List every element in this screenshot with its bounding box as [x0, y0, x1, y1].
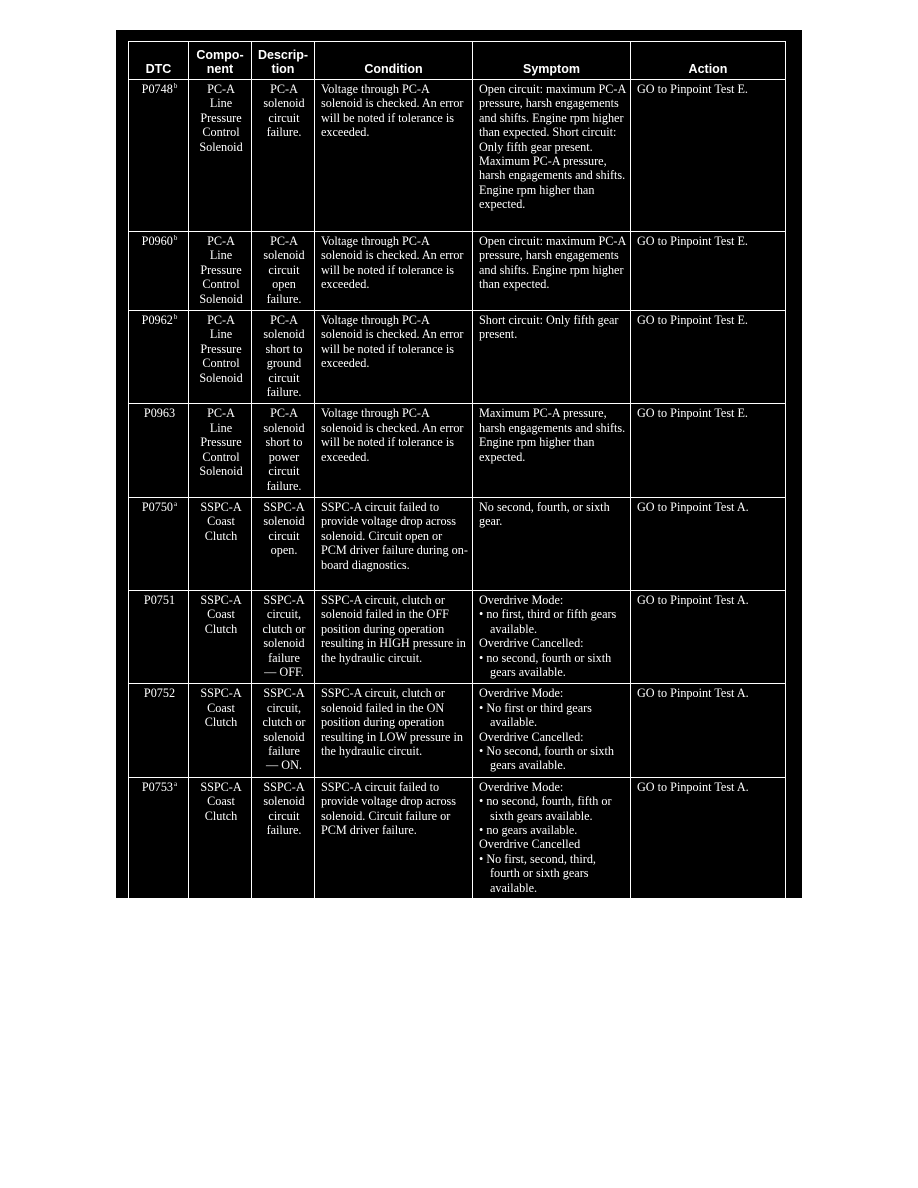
description-line: PC-A — [270, 406, 298, 421]
description-cell — [252, 80, 315, 232]
symptom-cell — [473, 684, 631, 777]
description-line: solenoid — [263, 327, 305, 342]
component-line: Pressure — [200, 435, 242, 450]
action-cell: GO to Pinpoint Test A. — [631, 777, 786, 900]
header-component: Compo- nent — [189, 42, 252, 80]
dtc-code-cell — [129, 311, 189, 404]
description-line: failure. — [266, 478, 302, 493]
component-line: Pressure — [200, 341, 242, 356]
dtc-code-cell — [129, 684, 189, 777]
description-line: power — [268, 449, 300, 464]
description-line: solenoid — [263, 636, 305, 651]
dtc-code: P0748 — [141, 82, 173, 96]
description-line: solenoid — [263, 729, 305, 744]
component-line: PC-A — [207, 234, 235, 248]
dtc-code: P0962 — [141, 313, 173, 328]
component-line: Clutch — [204, 528, 238, 543]
description-line: circuit — [268, 528, 300, 543]
description-line: — ON. — [266, 758, 302, 773]
description-line: open. — [270, 543, 298, 558]
symptom-cell — [473, 497, 631, 590]
symptom-bullet: • no gears available. — [479, 823, 578, 837]
dtc-code: P0963 — [143, 406, 176, 421]
symptom-cell — [473, 232, 631, 311]
symptom-line: Short circuit: Only fifth gear present. — [479, 313, 619, 342]
symptom-line: Overdrive Cancelled — [479, 837, 581, 852]
component-line: Control — [202, 277, 240, 292]
symptom-line: No second, fourth, or sixth gear. — [479, 499, 610, 529]
symptom-bullet: • No second, fourth or sixth gears available. — [479, 743, 614, 773]
description-line: clutch or — [262, 715, 306, 730]
description-line: SSPC-A — [263, 686, 305, 701]
description-line: solenoid — [263, 794, 305, 809]
symptom-cell — [473, 311, 631, 404]
symptom-line: Overdrive Cancelled: — [479, 636, 584, 651]
table-row — [129, 232, 786, 311]
action-cell: GO to Pinpoint Test A. — [631, 590, 786, 683]
component-line: Solenoid — [199, 291, 243, 306]
component-line: PC-A — [207, 313, 235, 328]
component-line: Control — [202, 125, 240, 140]
component-line: Clutch — [204, 621, 238, 636]
description-line: circuit — [268, 370, 300, 385]
symptom-line: Overdrive Mode: — [479, 779, 564, 794]
component-line: SSPC-A — [200, 686, 242, 701]
symptom-line: Overdrive Mode: — [479, 592, 564, 607]
description-line: circuit, — [266, 607, 302, 622]
description-line: solenoid — [263, 248, 305, 263]
dtc-code: P0751 — [143, 592, 176, 607]
description-line: PC-A — [270, 234, 298, 248]
component-line: SSPC-A — [200, 499, 242, 514]
description-line: PC-A — [270, 313, 298, 328]
component-line: Solenoid — [199, 464, 243, 479]
header-dtc: DTC — [129, 42, 189, 80]
condition-cell: Voltage through PC-A solenoid is checked. An error will be noted if tolerance is exceeded. — [315, 232, 473, 311]
table-row — [129, 777, 786, 900]
dtc-code: P0753 — [141, 779, 174, 794]
table-row — [129, 590, 786, 683]
action-cell: GO to Pinpoint Test A. — [631, 684, 786, 777]
dtc-code: P0752 — [143, 686, 176, 701]
description-cell — [252, 404, 315, 497]
description-line: failure. — [266, 125, 302, 140]
description-line: clutch or — [262, 621, 306, 636]
description-line: PC-A — [270, 82, 298, 96]
description-cell — [252, 497, 315, 590]
component-line: PC-A — [207, 82, 235, 96]
component-line: Control — [202, 356, 240, 371]
header-description: Descrip- tion — [252, 42, 315, 80]
dtc-code-cell — [129, 590, 189, 683]
component-line: Solenoid — [199, 139, 243, 154]
action-cell: GO to Pinpoint Test E. — [631, 404, 786, 497]
description-line: failure. — [266, 385, 302, 400]
description-cell — [252, 590, 315, 683]
condition-cell: SSPC-A circuit failed to provide voltage drop across solenoid. Circuit failure or PCM driver failure. — [315, 777, 473, 900]
symptom-cell — [473, 777, 631, 900]
condition-cell: SSPC-A circuit failed to provide voltage drop across solenoid. Circuit open or PCM driver failure during on-board diagnostics. — [315, 497, 473, 590]
symptom-cell — [473, 80, 631, 232]
dtc-code-cell — [129, 497, 189, 590]
component-line: Control — [202, 449, 240, 464]
description-line: circuit — [268, 110, 300, 125]
footnote-marker: b — [173, 82, 178, 90]
condition-cell: SSPC-A circuit, clutch or solenoid failed in the ON position during operation resulting in LOW pressure in the hydraulic circuit. — [315, 684, 473, 777]
description-cell — [252, 684, 315, 777]
description-line: failure. — [266, 823, 302, 837]
description-line: SSPC-A — [263, 779, 305, 794]
description-cell — [252, 777, 315, 900]
dtc-table — [128, 41, 786, 901]
description-line: circuit — [268, 808, 300, 823]
symptom-bullet: • No first, second, third, fourth or sixth gears available. — [479, 851, 596, 895]
dtc-code-cell — [129, 80, 189, 232]
component-line: SSPC-A — [200, 779, 242, 794]
component-line: Line — [209, 327, 233, 342]
component-line: Coast — [207, 794, 235, 809]
component-line: Clutch — [204, 715, 238, 730]
description-line: solenoid — [263, 514, 305, 529]
component-cell — [189, 80, 252, 232]
footnote-marker: a — [174, 499, 178, 508]
header-condition: Condition — [315, 42, 473, 80]
table-row — [129, 404, 786, 497]
condition-cell: Voltage through PC-A solenoid is checked. An error will be noted if tolerance is exceeded. — [315, 80, 473, 232]
component-cell — [189, 311, 252, 404]
table-row — [129, 497, 786, 590]
action-cell: GO to Pinpoint Test E. — [631, 311, 786, 404]
footnote-marker: b — [173, 234, 178, 242]
component-line: Line — [209, 420, 233, 435]
dtc-code-cell — [129, 777, 189, 900]
component-line: Clutch — [204, 808, 238, 823]
component-line: Pressure — [200, 110, 242, 125]
header-action: Action — [631, 42, 786, 80]
component-line: Pressure — [200, 262, 242, 277]
component-line: Line — [209, 248, 233, 263]
description-line: solenoid — [263, 420, 305, 435]
description-line: — OFF. — [264, 664, 304, 679]
component-line: Line — [209, 96, 233, 111]
symptom-line: Open circuit: maximum PC-A pressure, harsh engagements and shifts. Engine rpm higher than expected. — [479, 234, 626, 292]
table-row — [129, 311, 786, 404]
action-cell: GO to Pinpoint Test A. — [631, 497, 786, 590]
description-line: SSPC-A — [263, 592, 305, 607]
component-line: Solenoid — [199, 370, 243, 385]
action-cell: GO to Pinpoint Test E. — [631, 80, 786, 232]
condition-cell: SSPC-A circuit, clutch or solenoid failed in the OFF position during operation resulting in HIGH pressure in the hydraulic circuit. — [315, 590, 473, 683]
symptom-cell — [473, 590, 631, 683]
condition-cell: Voltage through PC-A solenoid is checked. An error will be noted if tolerance is exceeded. — [315, 404, 473, 497]
table-row — [129, 684, 786, 777]
component-line: SSPC-A — [200, 592, 242, 607]
dtc-code: P0750 — [141, 499, 174, 514]
symptom-line: Overdrive Mode: — [479, 686, 564, 701]
dtc-table-panel — [116, 30, 802, 898]
component-line: Coast — [207, 607, 235, 622]
dtc-code: P0960 — [141, 234, 173, 248]
component-line: Coast — [207, 514, 235, 529]
symptom-cell — [473, 404, 631, 497]
description-line: failure — [268, 743, 300, 758]
component-cell — [189, 404, 252, 497]
description-line: short to — [265, 341, 303, 356]
description-line: circuit — [268, 464, 300, 479]
description-line: circuit — [268, 262, 300, 277]
description-line: SSPC-A — [263, 499, 305, 514]
symptom-line: Overdrive Cancelled: — [479, 729, 584, 744]
component-line: Coast — [207, 700, 235, 715]
description-cell — [252, 232, 315, 311]
table-row — [129, 80, 786, 232]
symptom-line: Open circuit: maximum PC-A pressure, harsh engagements and shifts. Engine rpm higher than expected. Short circuit: Only fifth gear present. Maximum PC-A pressure, harsh engagements and shifts. Engine rpm higher than expected. — [479, 82, 626, 212]
description-line: ground — [266, 356, 302, 371]
description-line: open — [272, 277, 296, 292]
component-cell — [189, 232, 252, 311]
component-line: PC-A — [207, 406, 235, 421]
action-cell: GO to Pinpoint Test E. — [631, 232, 786, 311]
footnote-marker: b — [173, 313, 178, 322]
description-cell — [252, 311, 315, 404]
component-cell — [189, 497, 252, 590]
header-symptom: Symptom — [473, 42, 631, 80]
description-line: circuit, — [266, 700, 302, 715]
header-row — [129, 42, 786, 80]
dtc-code-cell — [129, 404, 189, 497]
description-line: failure — [268, 650, 300, 665]
dtc-code-cell — [129, 232, 189, 311]
symptom-bullet: • no first, third or fifth gears available. — [479, 607, 617, 636]
component-cell — [189, 684, 252, 777]
symptom-line: Maximum PC-A pressure, harsh engagements and shifts. Engine rpm higher than expected. — [479, 406, 626, 464]
symptom-bullet: • no second, fourth, fifth or sixth gears available. — [479, 794, 612, 823]
component-cell — [189, 777, 252, 900]
description-line: failure. — [266, 291, 302, 306]
symptom-bullet: • no second, fourth or sixth gears available. — [479, 650, 612, 679]
description-line: solenoid — [263, 96, 305, 111]
description-line: short to — [265, 435, 303, 450]
symptom-bullet: • No first or third gears available. — [479, 700, 592, 730]
footnote-marker: a — [174, 779, 178, 788]
component-cell — [189, 590, 252, 683]
condition-cell: Voltage through PC-A solenoid is checked. An error will be noted if tolerance is exceeded. — [315, 311, 473, 404]
